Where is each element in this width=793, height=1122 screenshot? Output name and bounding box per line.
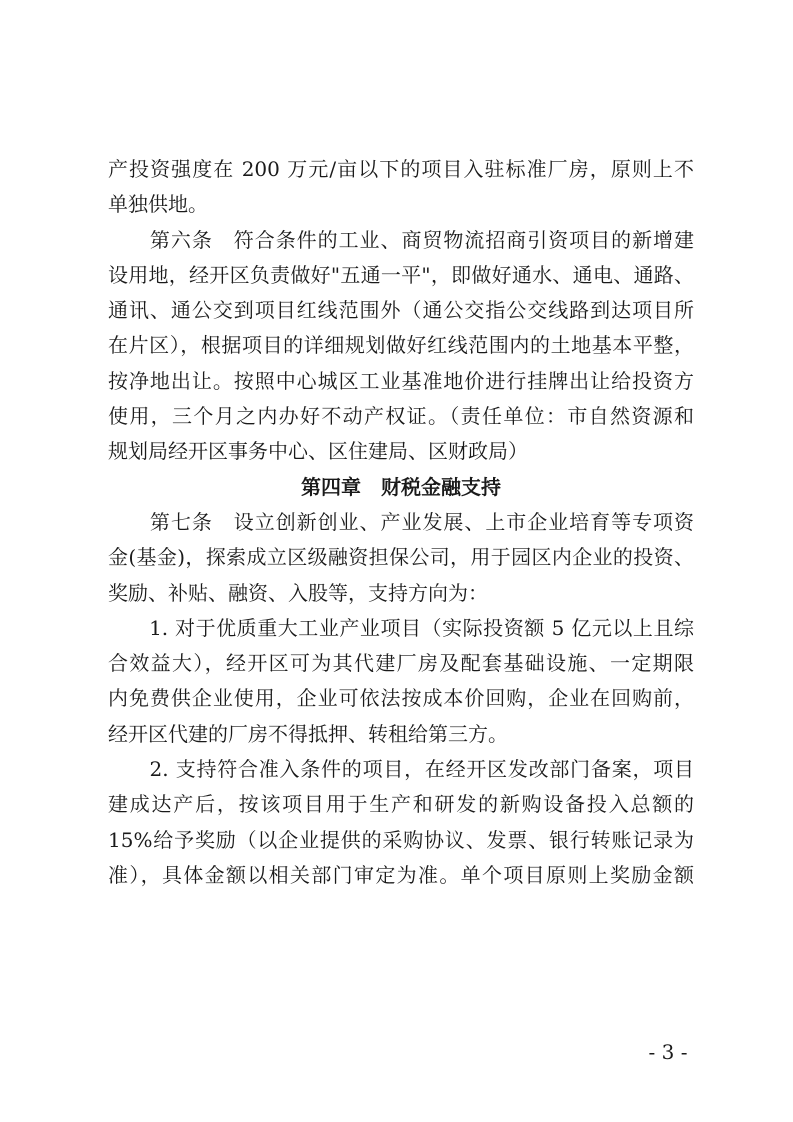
paragraph-line: 第七条 设立创新创业、产业发展、上市企业培育等专项资: [108, 509, 694, 534]
paragraph-line: 单独供地。: [108, 192, 208, 217]
paragraph-line: 使用，三个月之内办好不动产权证。（责任单位：市自然资源和: [108, 404, 694, 429]
page-number: - 3 -: [648, 1040, 688, 1064]
paragraph-line: 金(基金)，探索成立区级融资担保公司，用于园区内企业的投资、: [108, 545, 694, 570]
paragraph-line: 1. 对于优质重大工业产业项目（实际投资额 5 亿元以上且综: [108, 615, 694, 640]
paragraph-line: 设用地，经开区负责做好"五通一平"，即做好通水、通电、通路、: [108, 262, 694, 287]
paragraph-line: 奖励、补贴、融资、入股等，支持方向为：: [108, 580, 488, 605]
paragraph-line: 经开区代建的厂房不得抵押、转租给第三方。: [108, 721, 508, 746]
paragraph-line: 内免费供企业使用，企业可依法按成本价回购，企业在回购前，: [108, 686, 694, 711]
paragraph-line: 在片区），根据项目的详细规划做好红线范围内的土地基本平整，: [108, 333, 694, 358]
paragraph-line: 合效益大），经开区可为其代建厂房及配套基础设施、一定期限: [108, 651, 694, 676]
paragraph-line: 准），具体金额以相关部门审定为准。单个项目原则上奖励金额: [108, 862, 694, 887]
paragraph-line: 15%给予奖励（以企业提供的采购协议、发票、银行转账记录为: [108, 827, 694, 852]
paragraph-line: 规划局经开区事务中心、区住建局、区财政局）: [108, 439, 528, 464]
paragraph-line: 按净地出让。按照中心城区工业基准地价进行挂牌出让给投资方: [108, 368, 694, 393]
paragraph-line: 第六条 符合条件的工业、商贸物流招商引资项目的新增建: [108, 227, 694, 252]
paragraph-line: 产投资强度在 200 万元/亩以下的项目入驻标准厂房，原则上不: [108, 157, 694, 181]
paragraph-line: 建成达产后，按该项目用于生产和研发的新购设备投入总额的: [108, 792, 694, 817]
chapter-heading: 第四章 财税金融支持: [301, 474, 501, 499]
paragraph-line: 通讯、通公交到项目红线范围外（通公交指公交线路到达项目所: [108, 298, 694, 323]
paragraph-line: 2. 支持符合准入条件的项目，在经开区发改部门备案，项目: [108, 757, 694, 782]
document-body: [108, 152, 694, 893]
